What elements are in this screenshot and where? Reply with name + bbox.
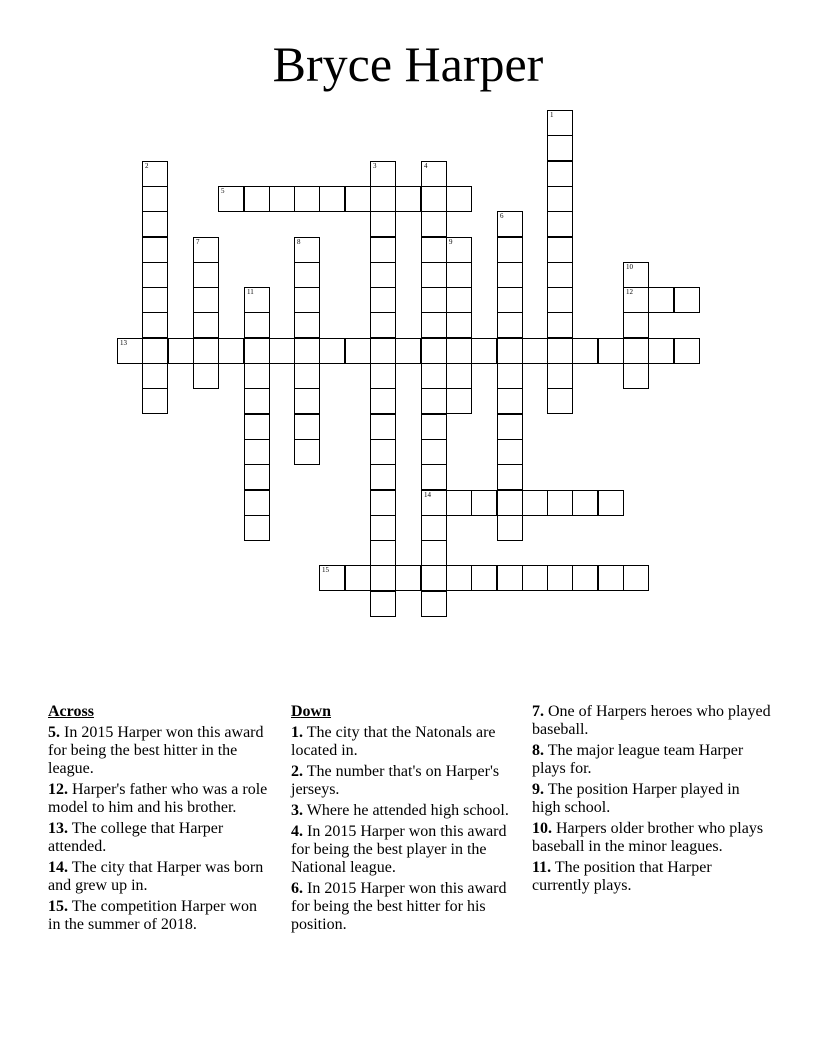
down-clues: [291, 703, 521, 937]
cell-number: 8: [297, 238, 301, 246]
down-heading: Down: [291, 703, 332, 720]
grid-cell[interactable]: [547, 363, 573, 389]
cell-number: 13: [120, 339, 127, 347]
cell-number: 6: [500, 212, 504, 220]
grid-cell[interactable]: [471, 565, 497, 591]
grid-cell[interactable]: [421, 338, 447, 364]
grid-cell[interactable]: [294, 237, 320, 263]
grid-cell[interactable]: [395, 186, 421, 212]
cell-number: 7: [196, 238, 200, 246]
grid-cell[interactable]: [547, 211, 573, 237]
grid-cell[interactable]: [497, 439, 523, 465]
grid-cell[interactable]: [244, 515, 270, 541]
cell-number: 11: [247, 288, 254, 296]
grid-cell[interactable]: [497, 414, 523, 440]
grid-cell[interactable]: [370, 287, 396, 313]
grid-cell[interactable]: [497, 262, 523, 288]
grid-cell[interactable]: [142, 388, 168, 414]
grid-cell[interactable]: [497, 338, 523, 364]
grid-cell[interactable]: [142, 338, 168, 364]
grid-cell[interactable]: [446, 186, 472, 212]
grid-cell[interactable]: [142, 161, 168, 187]
clue-across-5: 5. In 2015 Harper won this award for being the best hitter in the league.: [48, 724, 264, 777]
grid-cell[interactable]: [370, 363, 396, 389]
grid-cell[interactable]: [547, 237, 573, 263]
grid-cell[interactable]: [370, 591, 396, 617]
page-title: Bryce Harper: [272, 36, 544, 92]
cell-number: 5: [221, 187, 225, 195]
grid-cell[interactable]: [421, 312, 447, 338]
clue-down-6: 6. In 2015 Harper won this award for being the best hitter for his position.: [291, 880, 507, 933]
clue-down-4: 4. In 2015 Harper won this award for being the best player in the National league.: [291, 823, 507, 876]
grid-cell[interactable]: [497, 287, 523, 313]
grid-cell[interactable]: [421, 439, 447, 465]
grid-cell[interactable]: [446, 565, 472, 591]
grid-cell[interactable]: [218, 186, 244, 212]
grid-cell[interactable]: [244, 464, 270, 490]
grid-cell[interactable]: [294, 363, 320, 389]
grid-cell[interactable]: [142, 237, 168, 263]
clue-across-15: 15. The competition Harper won in the summer of 2018.: [48, 898, 257, 933]
grid-cell[interactable]: [547, 338, 573, 364]
clue-down-11: 11. The position that Harper currently plays.: [532, 859, 712, 894]
down-clues-continued: [532, 703, 772, 898]
grid-cell[interactable]: [497, 312, 523, 338]
grid-cell[interactable]: [446, 287, 472, 313]
grid-cell[interactable]: [370, 312, 396, 338]
grid-cell[interactable]: [572, 565, 598, 591]
grid-cell[interactable]: [244, 287, 270, 313]
grid-cell[interactable]: [497, 515, 523, 541]
cell-number: 9: [449, 238, 453, 246]
cell-number: 3: [373, 162, 377, 170]
grid-cell[interactable]: [598, 338, 624, 364]
grid-cell[interactable]: [598, 490, 624, 516]
grid-cell[interactable]: [421, 388, 447, 414]
grid-cell[interactable]: [522, 565, 548, 591]
grid-cell[interactable]: [547, 490, 573, 516]
grid-cell[interactable]: [421, 186, 447, 212]
grid-cell[interactable]: [623, 287, 649, 313]
grid-cell[interactable]: [547, 565, 573, 591]
grid-cell[interactable]: [244, 414, 270, 440]
clue-down-9: 9. The position Harper played in high school.: [532, 781, 740, 816]
clue-down-2: 2. The number that's on Harper's jerseys.: [291, 763, 500, 798]
grid-cell[interactable]: [193, 338, 219, 364]
grid-cell[interactable]: [294, 262, 320, 288]
grid-cell[interactable]: [648, 287, 674, 313]
grid-cell[interactable]: [370, 211, 396, 237]
grid-cell[interactable]: [294, 388, 320, 414]
grid-cell[interactable]: [168, 338, 194, 364]
grid-cell[interactable]: [142, 363, 168, 389]
cell-number: 1: [550, 111, 554, 119]
grid-cell[interactable]: [446, 388, 472, 414]
grid-cell[interactable]: [218, 338, 244, 364]
grid-cell[interactable]: [623, 338, 649, 364]
grid-cell[interactable]: [497, 490, 523, 516]
clue-across-12: 12. Harper's father who was a role model to him and his brother.: [48, 781, 268, 816]
grid-cell[interactable]: [547, 135, 573, 161]
grid-cell[interactable]: [370, 186, 396, 212]
grid-cell[interactable]: [244, 186, 270, 212]
grid-cell[interactable]: [497, 565, 523, 591]
grid-cell[interactable]: [370, 262, 396, 288]
grid-cell[interactable]: [395, 565, 421, 591]
grid-cell[interactable]: [142, 262, 168, 288]
grid-cell[interactable]: [421, 211, 447, 237]
grid-cell[interactable]: [294, 312, 320, 338]
grid-cell[interactable]: [370, 439, 396, 465]
cell-number: 2: [145, 162, 149, 170]
grid-cell[interactable]: [421, 464, 447, 490]
grid-cell[interactable]: [446, 338, 472, 364]
grid-cell[interactable]: [370, 338, 396, 364]
grid-cell[interactable]: [547, 287, 573, 313]
grid-cell[interactable]: [370, 540, 396, 566]
clue-down-8: 8. The major league team Harper plays for.: [532, 742, 744, 777]
grid-cell[interactable]: [623, 262, 649, 288]
grid-cell[interactable]: [370, 161, 396, 187]
grid-cell[interactable]: [142, 186, 168, 212]
grid-cell[interactable]: [421, 287, 447, 313]
grid-cell[interactable]: [522, 490, 548, 516]
cell-number: 12: [626, 288, 633, 296]
grid-cell[interactable]: [345, 565, 371, 591]
grid-cell[interactable]: [319, 565, 345, 591]
grid-cell[interactable]: [244, 439, 270, 465]
grid-cell[interactable]: [294, 186, 320, 212]
grid-cell[interactable]: [446, 490, 472, 516]
grid-cell[interactable]: [572, 338, 598, 364]
grid-cell[interactable]: [370, 414, 396, 440]
grid-cell[interactable]: [244, 490, 270, 516]
grid-cell[interactable]: [193, 312, 219, 338]
grid-cell[interactable]: [623, 363, 649, 389]
grid-cell[interactable]: [319, 338, 345, 364]
grid-cell[interactable]: [446, 312, 472, 338]
grid-cell[interactable]: [345, 186, 371, 212]
grid-cell[interactable]: [623, 565, 649, 591]
grid-cell[interactable]: [193, 287, 219, 313]
grid-cell[interactable]: [370, 565, 396, 591]
grid-cell[interactable]: [497, 388, 523, 414]
grid-cell[interactable]: [446, 237, 472, 263]
across-heading: Across: [48, 703, 94, 720]
grid-cell[interactable]: [572, 490, 598, 516]
grid-cell[interactable]: [497, 464, 523, 490]
grid-cell[interactable]: [370, 490, 396, 516]
grid-cell[interactable]: [648, 338, 674, 364]
grid-cell[interactable]: [370, 237, 396, 263]
cell-number: 10: [626, 263, 633, 271]
grid-cell[interactable]: [193, 237, 219, 263]
grid-cell[interactable]: [142, 287, 168, 313]
grid-cell[interactable]: [294, 287, 320, 313]
grid-cell[interactable]: [117, 338, 143, 364]
grid-cell[interactable]: [446, 262, 472, 288]
clue-down-7: 7. One of Harpers heroes who played baseball.: [532, 703, 771, 738]
grid-cell[interactable]: [674, 287, 700, 313]
grid-cell[interactable]: [598, 565, 624, 591]
grid-cell[interactable]: [446, 363, 472, 389]
grid-cell[interactable]: [421, 490, 447, 516]
grid-cell[interactable]: [674, 338, 700, 364]
cell-number: 14: [424, 491, 431, 499]
grid-cell[interactable]: [193, 363, 219, 389]
cell-number: 15: [322, 566, 329, 574]
grid-cell[interactable]: [370, 464, 396, 490]
grid-cell[interactable]: [244, 363, 270, 389]
grid-cell[interactable]: [547, 312, 573, 338]
clue-across-14: 14. The city that Harper was born and grew up in.: [48, 859, 264, 894]
grid-cell[interactable]: [294, 414, 320, 440]
grid-cell[interactable]: [522, 338, 548, 364]
cell-number: 4: [424, 162, 428, 170]
clue-across-13: 13. The college that Harper attended.: [48, 820, 224, 855]
grid-cell[interactable]: [345, 338, 371, 364]
grid-cell[interactable]: [244, 312, 270, 338]
grid-cell[interactable]: [547, 186, 573, 212]
grid-cell[interactable]: [370, 388, 396, 414]
grid-cell[interactable]: [269, 338, 295, 364]
grid-cell[interactable]: [421, 161, 447, 187]
grid-cell[interactable]: [370, 515, 396, 541]
grid-cell[interactable]: [294, 439, 320, 465]
grid-cell[interactable]: [421, 565, 447, 591]
grid-cell[interactable]: [395, 338, 421, 364]
grid-cell[interactable]: [421, 515, 447, 541]
grid-cell[interactable]: [471, 490, 497, 516]
grid-cell[interactable]: [421, 414, 447, 440]
grid-cell[interactable]: [244, 338, 270, 364]
grid-cell[interactable]: [547, 262, 573, 288]
grid-cell[interactable]: [421, 363, 447, 389]
clue-down-10: 10. Harpers older brother who plays baseball in the minor leagues.: [532, 820, 764, 855]
across-clues: [48, 703, 273, 937]
grid-cell[interactable]: [421, 237, 447, 263]
grid-cell[interactable]: [497, 363, 523, 389]
grid-cell[interactable]: [244, 388, 270, 414]
grid-cell[interactable]: [421, 262, 447, 288]
grid-cell[interactable]: [421, 540, 447, 566]
grid-cell[interactable]: [193, 262, 219, 288]
grid-cell[interactable]: [319, 186, 345, 212]
clue-down-1: 1. The city that the Natonals are located in.: [291, 724, 496, 759]
grid-cell[interactable]: [547, 161, 573, 187]
grid-cell[interactable]: [547, 110, 573, 136]
grid-cell[interactable]: [471, 338, 497, 364]
grid-cell[interactable]: [142, 312, 168, 338]
grid-cell[interactable]: [497, 237, 523, 263]
grid-cell[interactable]: [497, 211, 523, 237]
grid-cell[interactable]: [269, 186, 295, 212]
grid-cell[interactable]: [547, 388, 573, 414]
grid-cell[interactable]: [623, 312, 649, 338]
grid-cell[interactable]: [294, 338, 320, 364]
clue-down-3: 3. Where he attended high school.: [291, 802, 509, 819]
grid-cell[interactable]: [421, 591, 447, 617]
grid-cell[interactable]: [142, 211, 168, 237]
